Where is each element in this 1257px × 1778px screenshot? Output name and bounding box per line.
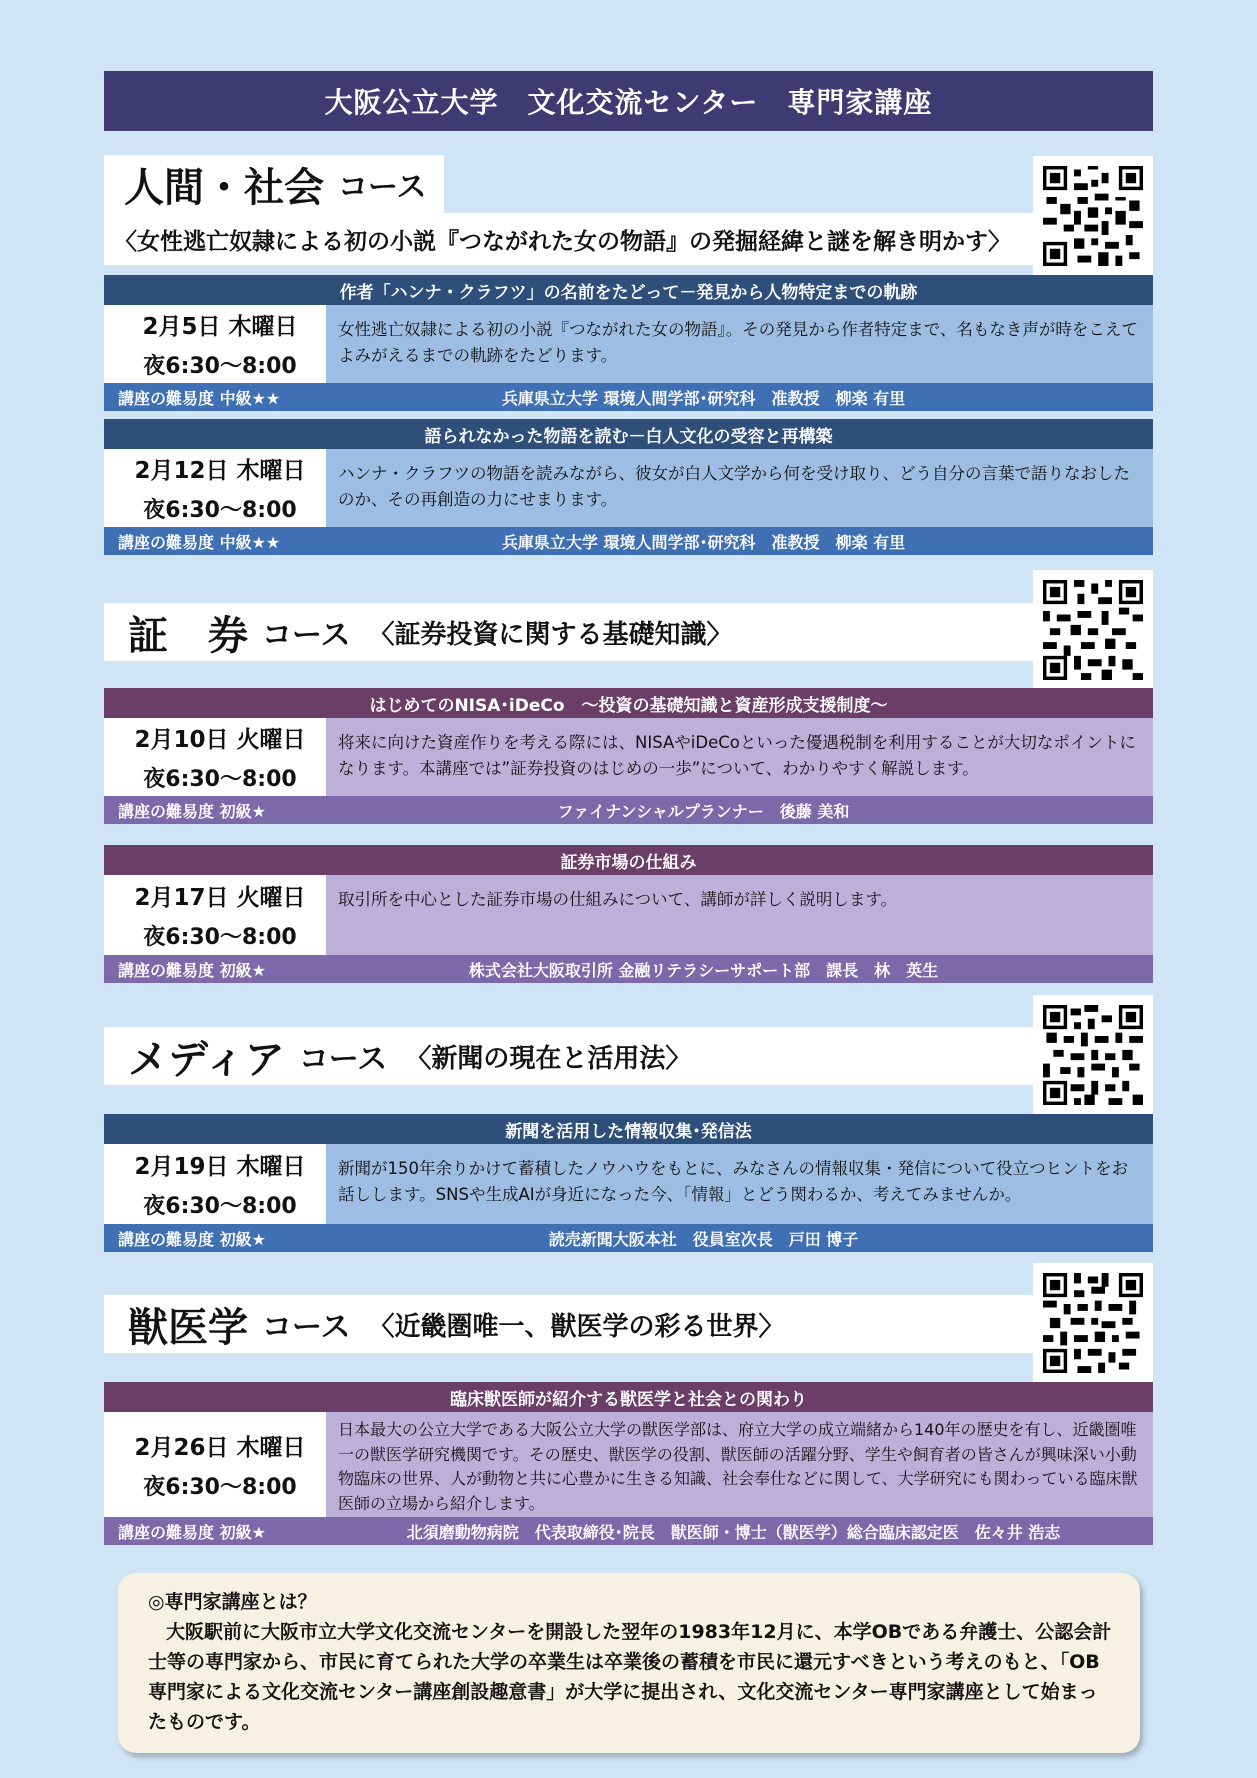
lecture-title: 臨床獣医師が紹介する獣医学と社会との関わり bbox=[104, 1382, 1153, 1412]
course-header-human bbox=[104, 155, 444, 213]
lecture-date: 2月12日 木曜日 bbox=[134, 458, 306, 484]
lecture-card bbox=[104, 688, 1153, 824]
course-header-vet bbox=[104, 1295, 1034, 1353]
lecture-title: 語られなかった物語を読む－白人文化の受容と再構築 bbox=[104, 419, 1153, 449]
lecture-footer bbox=[104, 796, 1153, 824]
lecture-datetime bbox=[104, 1144, 326, 1224]
lecture-description: 将来に向けた資産作りを考える際には、NISAやiDeCoといった優遇税制を利用することが大切なポイントになります。本講座では”証券投資のはじめの一歩”について、わかりやすく解説します。 bbox=[326, 718, 1153, 796]
lecture-footer bbox=[104, 383, 1153, 411]
lecture-time: 夜6:30～8:00 bbox=[143, 354, 297, 379]
difficulty-level: 講座の難易度 中級★★ bbox=[118, 532, 281, 552]
lecture-date: 2月19日 木曜日 bbox=[134, 1154, 306, 1180]
lecture-datetime bbox=[104, 1412, 326, 1517]
lecturer: ファイナンシャルプランナー 後藤 美和 bbox=[557, 801, 850, 821]
lecture-title: 作者「ハンナ・クラフツ」の名前をたどって－発見から人物特定までの軌跡 bbox=[104, 275, 1153, 305]
lecture-title: はじめてのNISA･iDeCo ～投資の基礎知識と資産形成支援制度～ bbox=[104, 688, 1153, 718]
lecturer: 兵庫県立大学 環境人間学部･研究科 准教授 柳楽 有里 bbox=[501, 388, 906, 408]
lecture-title: 証券市場の仕組み bbox=[104, 845, 1153, 875]
lecture-description: 日本最大の公立大学である大阪公立大学の獣医学部は、府立大学の成立端緒から140年の歴史を有し、近畿圏唯一の獣医学研究機関です。その歴史、獣医学の役割、獣医師の活躍分野、学生や飼育者の皆さんが興味深い小動物臨床の世界、人が動物と共に心豊かに生きる知識、社会奉仕などに関して、大学研究にも関わっている臨床獣医師の立場から紹介します。 bbox=[326, 1412, 1153, 1517]
about-heading: ◎専門家講座とは？ bbox=[148, 1591, 317, 1613]
lecture-footer bbox=[104, 527, 1153, 555]
lecture-date: 2月17日 火曜日 bbox=[134, 885, 306, 911]
difficulty-level: 講座の難易度 初級★ bbox=[118, 1522, 266, 1542]
lecture-datetime bbox=[104, 718, 326, 796]
qr-code-media[interactable] bbox=[1033, 995, 1153, 1115]
lecture-datetime bbox=[104, 305, 326, 383]
course-subtitle: 〈女性逃亡奴隷による初の小説『つながれた女の物語』の発掘経緯と謎を解き明かす〉 bbox=[114, 228, 1011, 255]
lecture-time: 夜6:30～8:00 bbox=[143, 1474, 297, 1500]
qr-code-securities[interactable] bbox=[1033, 570, 1153, 690]
lecture-card bbox=[104, 419, 1153, 555]
lecture-datetime bbox=[104, 449, 326, 527]
difficulty-level: 講座の難易度 初級★ bbox=[118, 1229, 266, 1249]
course-suffix: コース bbox=[298, 1042, 388, 1077]
lecture-description: 新聞が150年余りかけて蓄積したノウハウをもとに、みなさんの情報収集・発信について役立つヒントをお話しします。SNSや生成AIが身近になった今、「情報」とどう関わるか、考えてみませんか。 bbox=[326, 1144, 1153, 1224]
lecture-footer bbox=[104, 1517, 1153, 1545]
lecture-description: 女性逃亡奴隷による初の小説『つながれた女の物語』。その発見から作者特定まで、名もなき声が時をこえてよみがえるまでの軌跡をたどります。 bbox=[326, 305, 1153, 383]
lecture-card bbox=[104, 1114, 1153, 1252]
lecture-footer bbox=[104, 1224, 1153, 1252]
course-name: 獣医学 bbox=[128, 1304, 248, 1351]
lecturer: 株式会社大阪取引所 金融リテラシーサポート部 課長 林 英生 bbox=[468, 960, 939, 980]
lecture-date: 2月10日 火曜日 bbox=[134, 727, 306, 753]
course-subtitle: 〈証券投資に関する基礎知識〉 bbox=[368, 619, 733, 650]
qr-code-vet[interactable] bbox=[1033, 1263, 1153, 1383]
lecture-card bbox=[104, 275, 1153, 411]
lecture-card bbox=[104, 1382, 1153, 1545]
course-suffix: コース bbox=[262, 618, 351, 653]
lecture-time: 夜6:30～8:00 bbox=[143, 767, 297, 792]
course-header-securities bbox=[104, 603, 1034, 661]
qr-code-icon bbox=[1043, 1273, 1143, 1373]
lecture-card bbox=[104, 845, 1153, 983]
course-name: 人間・社会 bbox=[124, 164, 324, 211]
lecture-footer bbox=[104, 955, 1153, 983]
lecture-time: 夜6:30～8:00 bbox=[143, 925, 297, 950]
course-header-media bbox=[104, 1027, 1034, 1085]
lecture-title: 新聞を活用した情報収集･発信法 bbox=[104, 1114, 1153, 1144]
qr-code-icon bbox=[1043, 1005, 1143, 1105]
lecture-description: ハンナ・クラフツの物語を読みながら、彼女が白人文学から何を受け取り、どう自分の言葉で語りなおしたのか、その再創造の力にせまります。 bbox=[326, 449, 1153, 527]
lecture-date: 2月5日 木曜日 bbox=[142, 314, 298, 340]
qr-code-icon bbox=[1043, 166, 1143, 266]
course-subtitle-human bbox=[104, 213, 1034, 265]
course-subtitle: 〈近畿圏唯一、獣医学の彩る世界〉 bbox=[368, 1311, 785, 1342]
lecture-time: 夜6:30～8:00 bbox=[143, 1194, 297, 1219]
difficulty-level: 講座の難易度 初級★ bbox=[118, 960, 266, 980]
course-name: 証 券 bbox=[128, 612, 248, 659]
difficulty-level: 講座の難易度 中級★★ bbox=[118, 388, 281, 408]
course-suffix: コース bbox=[338, 170, 427, 205]
about-box bbox=[118, 1573, 1140, 1753]
lecturer: 読売新聞大阪本社 役員室次長 戸田 博子 bbox=[548, 1229, 859, 1249]
qr-code-icon bbox=[1043, 580, 1143, 680]
page-title: 大阪公立大学 文化交流センター 専門家講座 bbox=[104, 71, 1153, 131]
lecture-datetime bbox=[104, 875, 326, 955]
difficulty-level: 講座の難易度 初級★ bbox=[118, 801, 266, 821]
qr-code-human[interactable] bbox=[1033, 156, 1153, 276]
lecturer: 北須磨動物病院 代表取締役･院長 獣医師・博士（獣医学）総合臨床認定医 佐々井 浩志 bbox=[406, 1522, 1061, 1542]
lecture-description: 取引所を中心とした証券市場の仕組みについて、講師が詳しく説明します。 bbox=[326, 875, 1153, 955]
lecturer: 兵庫県立大学 環境人間学部･研究科 准教授 柳楽 有里 bbox=[501, 532, 906, 552]
course-subtitle: 〈新聞の現在と活用法〉 bbox=[405, 1043, 692, 1074]
about-text: 大阪駅前に大阪市立大学文化交流センターを開設した翌年の1983年12月に、本学OBである弁護士、公認会計士等の専門家から、市民に育てられた大学の卒業生は卒業後の蓄積を市民に還元すべきという考えのもと、「OB専門家による文化交流センター講座創設趣意書」が大学に提出され、文化交流センター専門家講座として始まったものです。 bbox=[148, 1621, 1112, 1733]
course-name: メディア bbox=[128, 1036, 285, 1083]
lecture-date: 2月26日 木曜日 bbox=[134, 1434, 306, 1461]
lecture-time: 夜6:30～8:00 bbox=[143, 498, 297, 523]
course-suffix: コース bbox=[262, 1310, 351, 1345]
